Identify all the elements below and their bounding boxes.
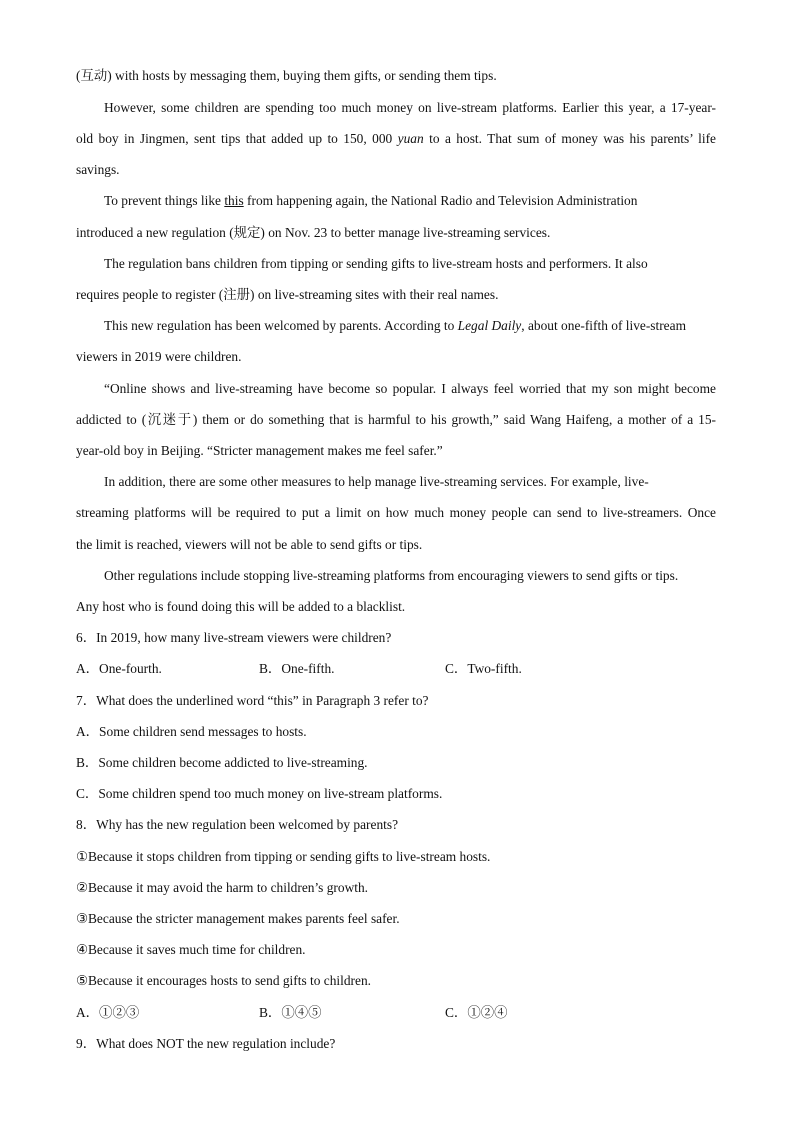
passage-text: , about one-fifth of live-stream (521, 318, 686, 333)
passage-line (104, 317, 716, 335)
passage-line: (互动) with hosts by messaging them, buying them gifts, or sending them tips. (76, 68, 497, 83)
underlined-word: this (224, 193, 244, 208)
passage-text: to a host. That sum of money was his parents’ life (429, 131, 716, 146)
question-8-stem: 8．Why has the new regulation been welcomed by parents? (76, 817, 399, 832)
question-7-option-a[interactable]: A．Some children send messages to hosts. (76, 724, 307, 739)
question-8-statement: ②Because it may avoid the harm to children’s growth. (76, 880, 369, 895)
passage-line: Any host who is found doing this will be added to a blacklist. (76, 599, 406, 614)
question-8-option-c[interactable]: C．①②④ (445, 1005, 508, 1020)
question-6-stem: 6．In 2019, how many live-stream viewers were children? (76, 630, 392, 645)
passage-line: addicted to (沉迷于) them or do something that is harmful to his growth,” said Wang Haifeng, a mother of a 15- (76, 412, 716, 427)
passage-line: the limit is reached, viewers will not be able to send gifts or tips. (76, 537, 423, 552)
passage-text: This new regulation has been welcomed by parents. According to (104, 318, 455, 333)
passage-line: streaming platforms will be required to put a limit on how much money people can send to live-streamers. Once (76, 505, 716, 520)
passage-line: The regulation bans children from tipping or sending gifts to live-stream hosts and performers. It also (104, 256, 648, 271)
question-8-option-b[interactable]: B．①④⑤ (259, 1005, 322, 1020)
passage-line: “Online shows and live-streaming have become so popular. I always feel worried that my son might become (104, 381, 716, 396)
passage-line: Other regulations include stopping live-streaming platforms from encouraging viewers to send gifts or tips. (104, 568, 679, 583)
question-7-option-b[interactable]: B．Some children become addicted to live-streaming. (76, 755, 368, 770)
italic-source: Legal Daily (457, 318, 522, 333)
passage-text: To prevent things like (104, 193, 221, 208)
question-7-stem: 7．What does the underlined word “this” in Paragraph 3 refer to? (76, 693, 429, 708)
italic-word: yuan (397, 131, 424, 146)
passage-line: requires people to register (注册) on live-streaming sites with their real names. (76, 287, 499, 302)
passage-line: year-old boy in Beijing. “Stricter management makes me feel safer.” (76, 443, 443, 458)
passage-line (76, 130, 716, 148)
question-6-option-b[interactable]: B．One-fifth. (259, 661, 335, 676)
passage-line: savings. (76, 162, 120, 177)
passage-line (104, 192, 716, 210)
passage-line: viewers in 2019 were children. (76, 349, 242, 364)
question-8-statement: ⑤Because it encourages hosts to send gifts to children. (76, 973, 371, 988)
question-7-option-c[interactable]: C．Some children spend too much money on live-stream platforms. (76, 786, 443, 801)
passage-line: In addition, there are some other measures to help manage live-streaming services. For example, live- (104, 474, 649, 489)
passage-line: However, some children are spending too much money on live-stream platforms. Earlier this year, a 17-year- (104, 100, 716, 115)
question-8-statement: ①Because it stops children from tipping or sending gifts to live-stream hosts. (76, 849, 491, 864)
passage-text: from happening again, the National Radio and Television Administration (247, 193, 638, 208)
question-8-statement: ④Because it saves much time for children. (76, 942, 306, 957)
question-6-option-c[interactable]: C．Two-fifth. (445, 661, 522, 676)
passage-line: introduced a new regulation (规定) on Nov. 23 to better manage live-streaming services. (76, 225, 551, 240)
question-8-statement: ③Because the stricter management makes parents feel safer. (76, 911, 400, 926)
passage-text: old boy in Jingmen, sent tips that added up to 150, 000 (76, 131, 393, 146)
question-9-stem: 9．What does NOT the new regulation include? (76, 1036, 336, 1051)
question-8-option-a[interactable]: A．①②③ (76, 1005, 140, 1020)
question-6-option-a[interactable]: A．One-fourth. (76, 661, 162, 676)
